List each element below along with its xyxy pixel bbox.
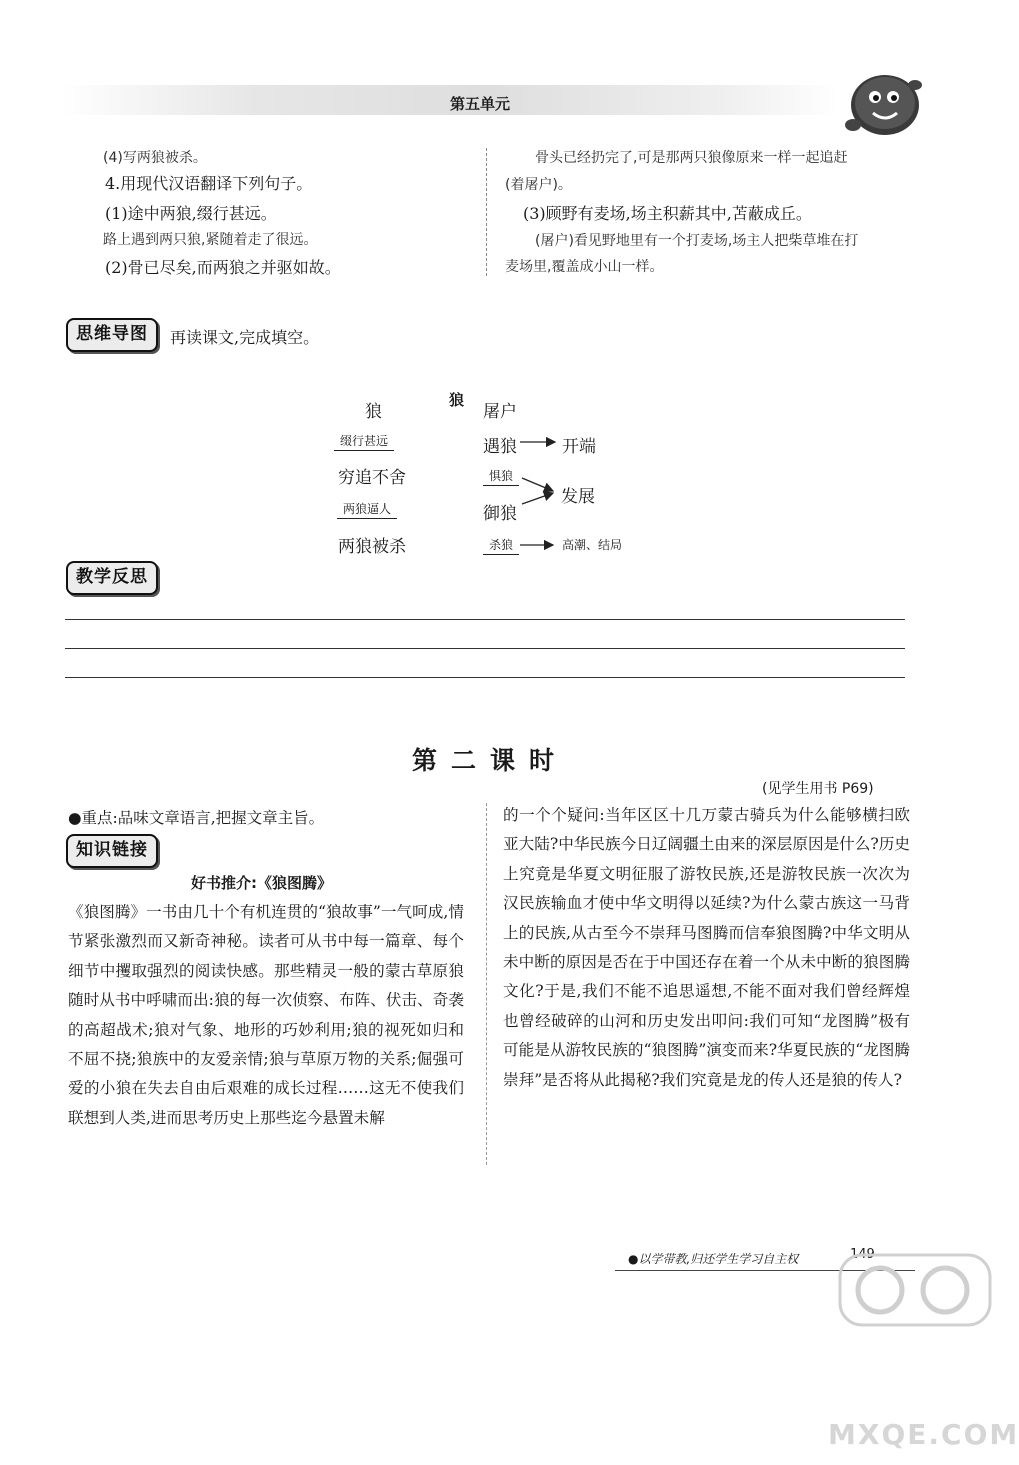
wolf-column-heading: 狼 [365, 402, 382, 422]
butcher-item-1: 遇狼 [483, 437, 517, 457]
butcher-item-4: 杀狼 [483, 536, 519, 555]
sentence-3: (3)顾野有麦场,场主积薪其中,苫蔽成丘。 [523, 204, 812, 223]
arrow-defend [522, 493, 553, 504]
footer-slogan: ●以学带教,归还学生学习自主权 [628, 1252, 799, 1266]
book-intro-left: 《狼图腾》一书由几十个有机连贯的“狼故事”一气呵成,情节紧张激烈而又新奇神秘。读者可从书中每一篇章、每个细节中攫取强烈的阅读快感。那些精灵一般的蒙古草原狼随时从书中呼啸而出:狼的每一次侦察、布阵、伏击、奇袭的高超战术;狼对气象、地形的巧妙利用;狼的视死如归和不屈不挠;狼族中的友爱亲情;狼与草原万物的关系;倔强可爱的小狼在失去自由后艰难的成长过程……这无不使我们联想到人类,进而思考历史上那些迄今悬置未解 [68, 903, 464, 1127]
sentence-2: (2)骨已尽矣,而两狼之并驱如故。 [105, 258, 341, 277]
wolf-item-4: 两狼被杀 [338, 537, 406, 557]
lesson-title: 第二课时 [412, 746, 569, 775]
lesson-reference: (见学生用书 P69) [762, 781, 874, 797]
mind-map-tag: 思维导图 [66, 318, 158, 352]
stage-beginning: 开端 [562, 437, 596, 457]
stage-development: 发展 [561, 487, 595, 507]
lesson-column-divider [486, 803, 487, 1165]
answer-line-2 [65, 648, 905, 649]
wolf-item-3: 两狼逼人 [337, 500, 397, 519]
watermark-url: MXQE.COM [828, 1418, 1019, 1451]
knowledge-tag: 知识链接 [66, 834, 158, 868]
sentence-2-answer-1: 骨头已经扔完了,可是那两只狼像原来一样一起追赶 [535, 150, 848, 166]
wolf-item-1: 缀行甚远 [334, 432, 394, 451]
answer-line-3 [65, 677, 905, 678]
watermark-logo-icon [835, 1235, 995, 1350]
mind-map-arrows [0, 0, 1000, 600]
butcher-item-2: 惧狼 [483, 467, 519, 486]
q4-title: 4.用现代汉语翻译下列句子。 [105, 174, 313, 193]
unit-title: 第五单元 [450, 95, 511, 113]
stage-climax-ending: 高潮、结局 [562, 538, 623, 552]
mind-map-instruction: 再读课文,完成填空。 [170, 328, 320, 347]
mind-map-title: 狼 [449, 391, 465, 409]
reflection-tag: 教学反思 [66, 561, 158, 595]
page-number: 149 [850, 1247, 875, 1262]
sentence-1: (1)途中两狼,缀行甚远。 [105, 204, 277, 223]
butcher-item-3: 御狼 [483, 504, 517, 524]
sentence-2-answer-2: (着屠户)。 [505, 177, 572, 193]
key-point: ●重点:品味文章语言,把握文章主旨。 [68, 809, 325, 827]
book-heading: 好书推介:《狼图腾》 [191, 874, 332, 892]
arrow-fear [522, 478, 553, 491]
butcher-column-heading: 屠户 [483, 402, 517, 422]
item4-answer: (4)写两狼被杀。 [103, 150, 207, 166]
book-intro-right: 的一个个疑问:当年区区十几万蒙古骑兵为什么能够横扫欧亚大陆?中华民族今日辽阔疆土由来的深层原因是什么?历史上究竟是华夏文明征服了游牧民族,还是游牧民族一次次为汉民族输血才使中华文明得以延续?为什么蒙古族这一马背上的民族,从古至今不崇拜马图腾而信奉狼图腾?中华文明从未中断的原因是否在于中国还存在着一个从未中断的狼图腾文化?于是,我们不能不追思遥想,不能不面对我们曾经辉煌也曾经破碎的山河和历史发出叩问:我们可知“龙图腾”极有可能是从游牧民族的“狼图腾”演变而来?华夏民族的“龙图腾崇拜”是否将从此揭秘?我们究竟是龙的传人还是狼的传人? [503, 806, 910, 1089]
wolf-item-2: 穷追不舍 [338, 468, 406, 488]
sentence-3-answer-2: 麦场里,覆盖成小山一样。 [505, 259, 664, 275]
sentence-1-answer: 路上遇到两只狼,紧随着走了很远。 [103, 232, 318, 248]
sentence-3-answer-1: (屠户)看见野地里有一个打麦场,场主人把柴草堆在打 [535, 233, 859, 249]
answer-line-1 [65, 619, 905, 620]
